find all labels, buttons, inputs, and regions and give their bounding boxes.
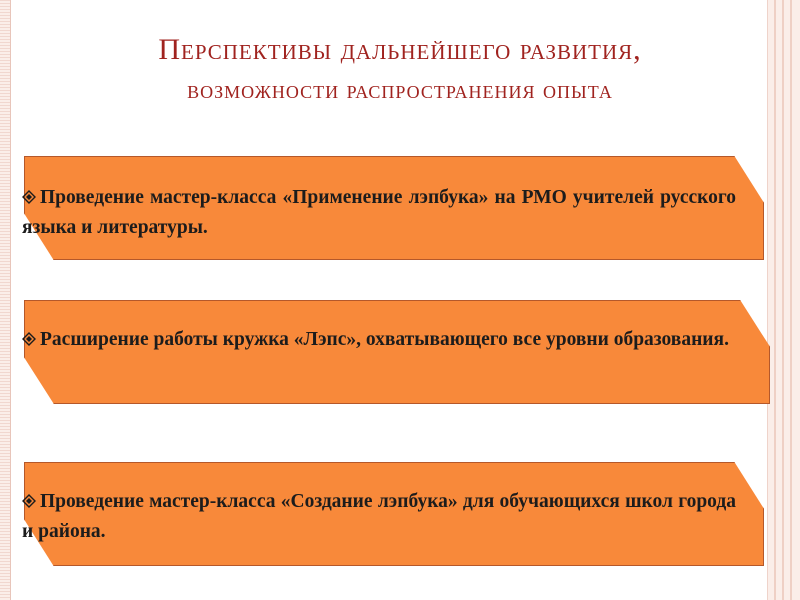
card-1-label: Проведение мастер-класса «Применение лэпбука» на РМО учителей русского языка и литературы. <box>22 187 736 238</box>
card-1-text <box>22 183 736 243</box>
slide-title-line-1: Перспективы дальнейшего развития, <box>158 33 642 66</box>
slide-title-line-2: возможности распространения опыта <box>187 75 613 104</box>
diamond-bullet-icon <box>22 494 36 508</box>
card-3-text <box>22 487 736 547</box>
card-2-label: Расширение работы кружка «Лэпс», охватывающего все уровни образования. <box>40 329 729 350</box>
left-decorative-border <box>0 0 11 600</box>
right-decorative-border <box>767 0 800 600</box>
diamond-bullet-icon <box>22 190 36 204</box>
diamond-bullet-icon <box>22 332 36 346</box>
card-3-label: Проведение мастер-класса «Создание лэпбука» для обучающихся школ города и района. <box>22 491 736 542</box>
card-2-text <box>22 325 746 355</box>
slide-title <box>60 30 740 110</box>
